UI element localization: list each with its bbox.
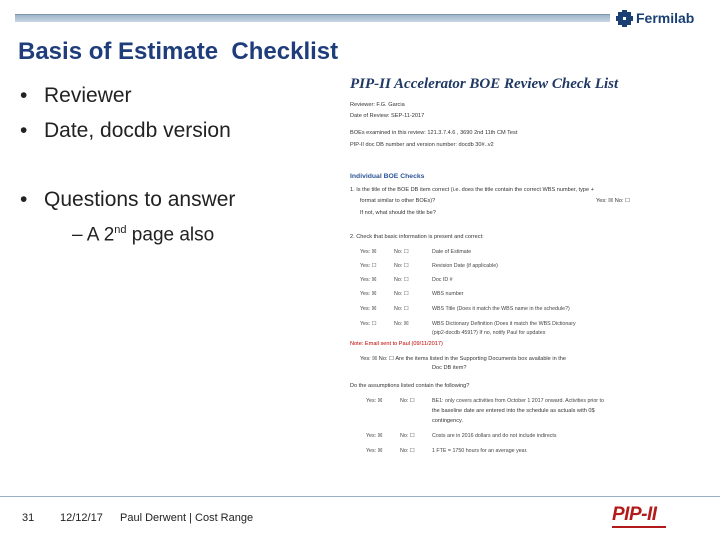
doc-docdb: PIP-II doc DB number and version number: docdb 30#..v2 — [350, 142, 494, 148]
bullet-reviewer: • Reviewer — [20, 84, 132, 107]
doc-date: Date of Review: SEP-11-2017 — [350, 113, 425, 119]
footer-date: 12/12/17 — [60, 512, 103, 524]
doc-q2: 2. Check that basic information is present and correct: — [350, 234, 484, 240]
slide-number: 31 — [22, 512, 35, 524]
fermilab-logo — [616, 8, 716, 28]
doc-arow1b: the baseline date are entered into the schedule as actuals with 0$ — [432, 408, 595, 414]
doc-items-row2: Doc DB item? — [432, 365, 467, 371]
slide-title: Basis of Estimate Checklist — [18, 38, 339, 65]
fermilab-mark-icon — [616, 10, 633, 27]
pip-ii-logo-underline — [612, 526, 666, 528]
sub-bullet-second-page: – A 2nd page also — [72, 224, 215, 246]
document-title: PIP-II Accelerator BOE Review Check List — [350, 76, 619, 92]
doc-assumptions: Do the assumptions listed contain the following? — [350, 383, 470, 389]
bullet-questions: • Questions to answer — [20, 188, 236, 211]
doc-q1c: If not, what should the title be? — [360, 210, 436, 216]
footer-presenter: Paul Derwent | Cost Range — [120, 512, 254, 524]
doc-q1: 1. Is the title of the BOE DB item correct (i.e. does the title contain the correct WBS number, type + — [350, 187, 594, 193]
doc-items-row: Yes: ☒ No: ☐ Are the items listed in the Supporting Documents box available in the — [360, 356, 567, 362]
doc-arow1c: contingency. — [432, 418, 463, 424]
header-bar — [15, 14, 610, 22]
checklist-document-image: PIP-II Accelerator BOE Review Check List Reviewer: F.G. Garcia Date of Review: SEP-11-2017 BOEs examined in this review: 121.3.7.4.6 , 3690 2nd 11th CM Test PIP-II doc DB number and version number: docdb 30#..v2 Individual BOE Checks 1. Is the title of the BOE DB item correct (i.e. does the title contain the correct WBS number, type + format similar to other BOEs)? Yes: ☒ No: ☐ If not, what should the title be? 2. Check that basic information is present and correct: Yes: ☒ No: ☐ Date of Estimate Yes: ☐ No: ☐ Revision Date (if applicable) Yes: ☒ No: ☐ Doc ID # Yes: ☒ No: ☐ WBS number Yes: ☒ No: ☐ WBS Title (Does it match the WBS name in the schedule?) Yes: ☐ No: ☒ WBS Dictionary Definition (Does it match the WBS Dictionary (pip2-docdb 4591?) If no, notify Paul for updates Note: Email sent to Paul (09/11/2017) Yes: ☒ No: ☐ Are the items listed in the Supporting Documents box available in the Doc DB item? Do the assumptions listed contain the following? Yes: ☒ No: ☐ BE1: only covers activities from October 1 2017 onward. Activities prior to the baseline date are entered into the schedule as actuals with 0$ contingency. Yes: ☒ No: ☐ Costs are in 2016 dollars and do not include indirects Yes: ☒ No: ☐ 1 FTE = 1750 hours for an average year. — [346, 72, 662, 464]
doc-q1-answer: Yes: ☒ No: ☐ — [596, 198, 631, 204]
doc-section-heading: Individual BOE Checks — [350, 173, 425, 180]
footer-divider — [0, 496, 720, 497]
doc-reviewer: Reviewer: F.G. Garcia — [350, 102, 405, 108]
doc-q1b: format similar to other BOEs)? — [360, 198, 436, 204]
bullet-date: • Date, docdb version — [20, 119, 231, 142]
logo-text: Fermilab — [636, 10, 695, 26]
pip-ii-logo: PIP-II — [612, 504, 657, 525]
doc-note: Note: Email sent to Paul (09/11/2017) — [350, 341, 443, 347]
doc-boes: BOEs examined in this review: 121.3.7.4.6 , 3690 2nd 11th CM Test — [350, 130, 518, 136]
